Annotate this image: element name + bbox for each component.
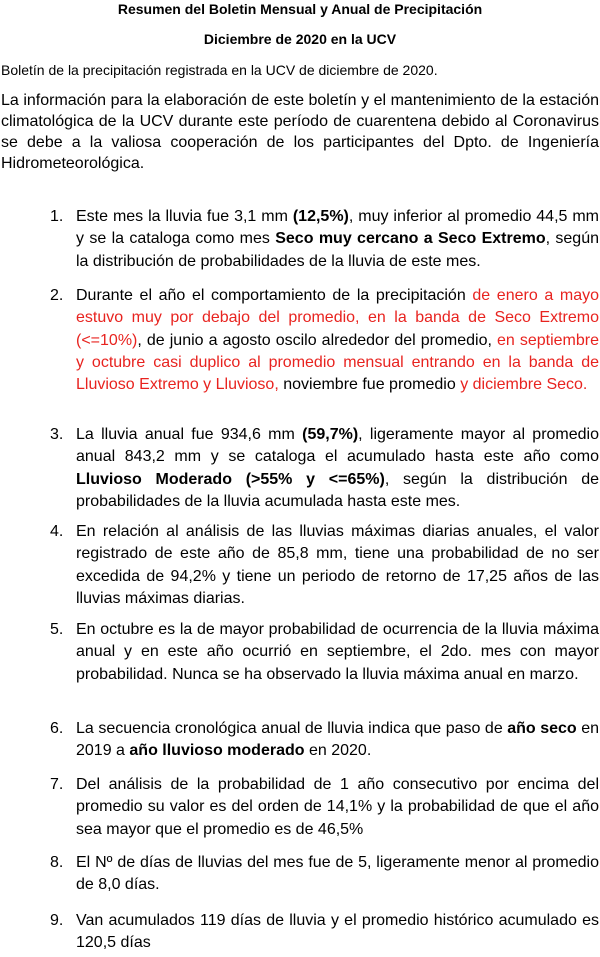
bold-text: Seco muy cercano a Seco Extremo: [275, 230, 546, 248]
item-text: [76, 521, 599, 610]
text-run: , de junio a agosto oscilo alrededor del promedio,: [137, 331, 497, 349]
text-run: en 2019 a: [76, 720, 600, 760]
text-run: , ligeramente mayor al promedio anual 843,2 mm y se cataloga el acumulado hasta este año como: [76, 426, 599, 466]
bold-text: (12,5%): [292, 208, 349, 225]
text-run: En octubre es la de mayor probabilidad de ocurrencia de la lluvia máxima anual y en este año ocurrió en septiembre, el 2do. mes con mayor probabilidad. Nunca se ha observado la lluvia máxima anual en marzo.: [76, 621, 599, 683]
text-run: Este mes la lluvia fue 3,1 mm: [76, 208, 293, 225]
highlighted-text: y diciembre Seco.: [460, 376, 588, 394]
item-number: 1.: [50, 208, 64, 225]
highlighted-text: de enero a mayo estuvo muy por debajo del promedio, en la banda de Seco Extremo (<=10%): [76, 287, 600, 349]
item-text: [76, 718, 599, 763]
item-text: [76, 206, 599, 273]
item-text: [76, 852, 599, 897]
text-run: La lluvia anual fue 934,6 mm: [76, 426, 303, 443]
item-number: 4.: [50, 523, 64, 540]
intro-paragraph: La información para la elaboración de este boletín y el mantenimiento de la estación climatológica de la UCV durante este período de cuarentena debido al Coronavirus se debe a la valiosa cooperación de los participantes del Dpto. de Ingeniería Hidrometeorológica.: [1, 92, 599, 172]
item-text: [76, 285, 599, 396]
text-run: , según la distribución de probabilidades de la lluvia acumulada hasta este mes.: [76, 470, 600, 510]
bold-text: año lluvioso moderado: [129, 742, 305, 760]
item-number: 8.: [50, 854, 64, 871]
text-run: En relación al análisis de las lluvias máximas diarias anuales, el valor registrado de este año de 85,8 mm, tiene una probabilidad de no ser excedida de 94,2% y tiene un periodo de retorno de 17,25 años de las lluvias máximas diarias.: [76, 523, 599, 607]
item-number: 6.: [50, 720, 64, 737]
text-run: Van acumulados 119 días de lluvia y el promedio histórico acumulado es 120,5 días: [76, 912, 599, 952]
item-text: [76, 774, 599, 841]
bulletin-title: Resumen del Boletin Mensual y Anual de Precipitación: [117, 1, 483, 17]
item-text: [76, 619, 599, 686]
intro-line: Boletín de la precipitación registrada en la UCV de diciembre de 2020.: [1, 62, 438, 78]
item-number: 7.: [50, 776, 64, 793]
item-text: [76, 424, 599, 513]
item-text: [76, 910, 599, 955]
text-run: Durante el año el comportamiento de la precipitación: [76, 287, 473, 304]
item-number: 3.: [50, 426, 64, 443]
bulletin-subtitle: Diciembre de 2020 en la UCV: [203, 31, 397, 47]
text-run: en 2020.: [304, 742, 372, 760]
text-run: La secuencia cronológica anual de lluvia indica que paso de: [76, 720, 508, 737]
bold-text: Lluvioso Moderado (>55% y <=65%): [76, 470, 385, 488]
text-run: El Nº de días de lluvias del mes fue de 5, ligeramente menor al promedio de 8,0 días.: [76, 854, 599, 894]
text-run: noviembre fue promedio: [278, 376, 461, 394]
text-run: , muy inferior al promedio 44,5 mm y se la cataloga como mes: [76, 208, 600, 248]
item-number: 9.: [50, 912, 64, 929]
text-run: , según la distribución de probabilidades de la lluvia de este mes.: [76, 230, 599, 270]
bold-text: año seco: [507, 720, 577, 737]
item-number: 5.: [50, 621, 64, 638]
text-run: Del análisis de la probabilidad de 1 año consecutivo por encima del promedio su valor es del orden de 14,1% y la probabilidad de que el año sea mayor que el promedio es de 46,5%: [76, 776, 599, 838]
highlighted-text: en septiembre y octubre casi duplico al promedio mensual entrando en la banda de Lluvioso Extremo y Lluvioso,: [76, 331, 600, 394]
item-number: 2.: [50, 287, 64, 304]
bold-text: (59,7%): [302, 426, 359, 443]
